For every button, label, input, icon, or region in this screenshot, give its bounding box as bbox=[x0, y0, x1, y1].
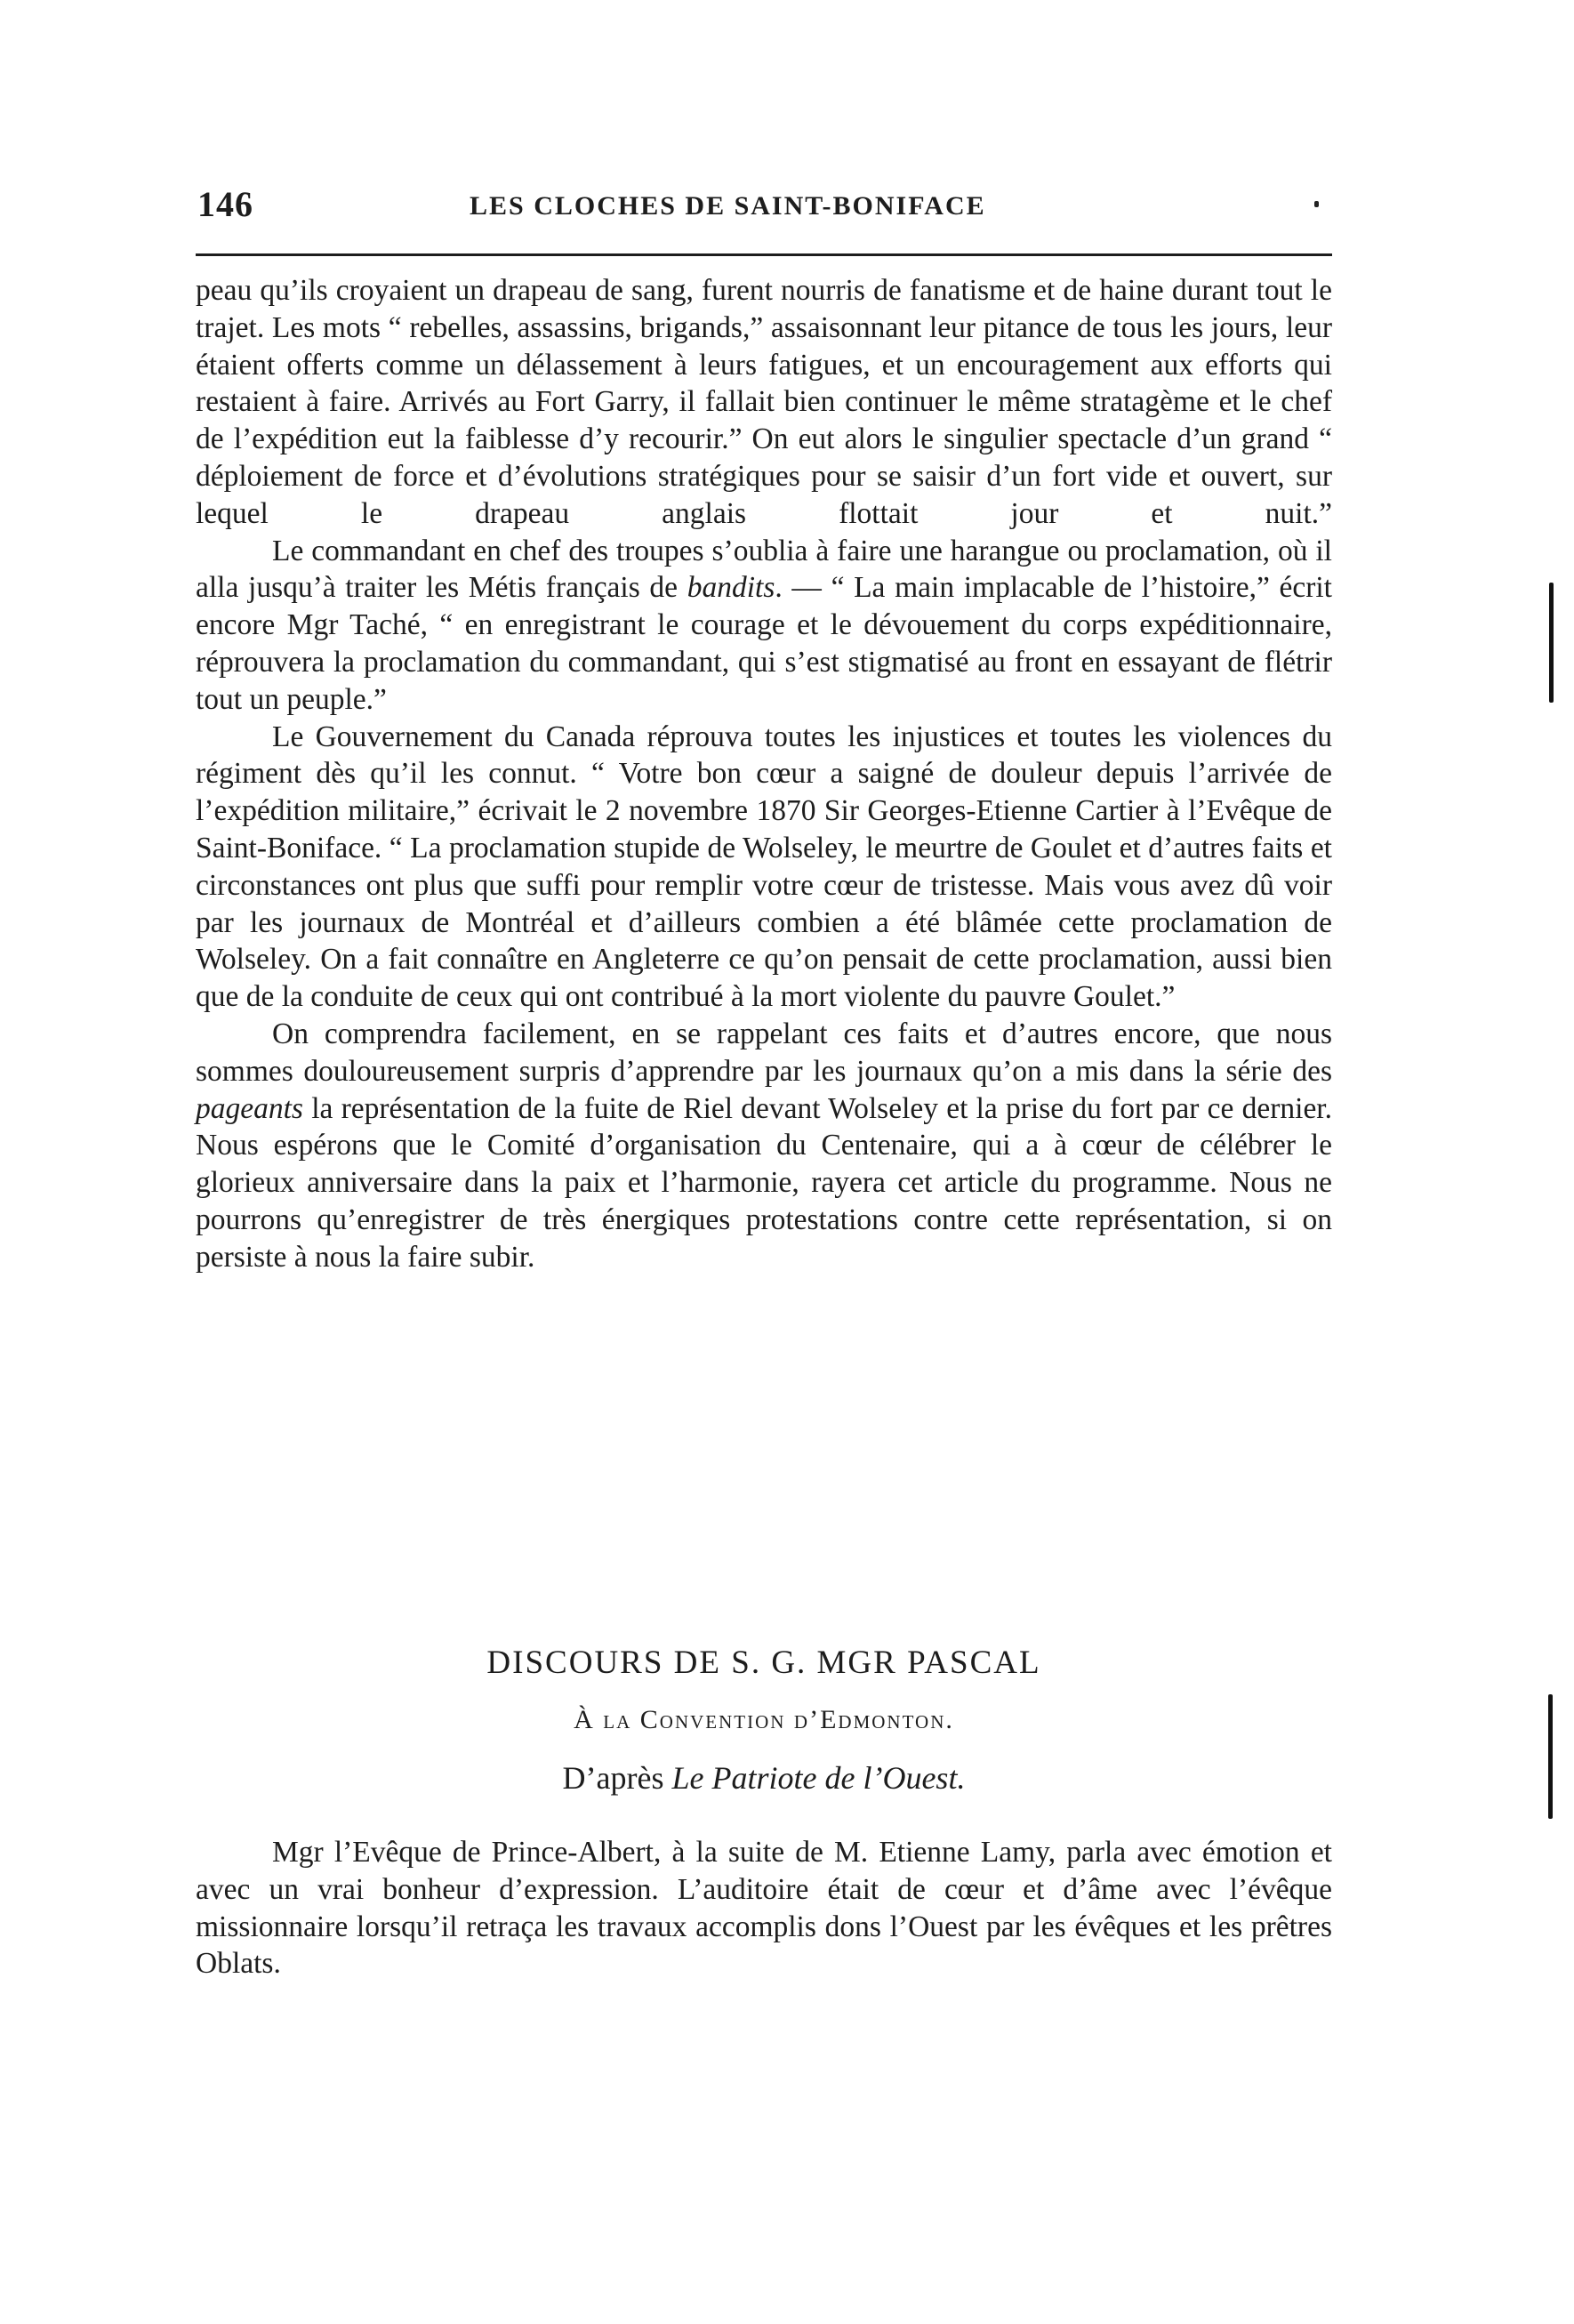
italic-pageants: pageants bbox=[196, 1091, 303, 1125]
section-heading: DISCOURS DE S. G. MGR PASCAL bbox=[486, 1644, 1041, 1681]
section-source bbox=[196, 1759, 1332, 1797]
running-title: LES CLOCHES DE SAINT-BONIFACE bbox=[470, 191, 986, 221]
paragraph-pageants bbox=[196, 1016, 1332, 1276]
page-number: 146 bbox=[197, 184, 253, 224]
margin-binding-mark-lower bbox=[1548, 1694, 1553, 1819]
source-title: Le Patriote de l’Ouest. bbox=[671, 1760, 966, 1796]
section-subheading: À la Convention d’Edmonton. bbox=[574, 1705, 954, 1734]
paragraph-pageants-end: la représentation de la fuite de Riel devant Wolseley et la prise du fort par ce dernier. Nous espérons que le Comité d’organisation du Centenaire, qui a à cœur de célébrer le glorieux anniversaire dans la paix et l’harmonie, rayera cet article du programme. Nous ne pourrons qu’enregistrer de très énergiques protestations contre cette représentation, si on persiste à nous la faire subir. bbox=[196, 1091, 1332, 1274]
header-rule bbox=[196, 253, 1332, 256]
main-text bbox=[196, 272, 1332, 1276]
section-text bbox=[196, 1834, 1332, 1982]
paragraph-pageants-start: On comprendra facilement, en se rappelant ces faits et d’autres encore, que nous sommes douloureusement surpris d’apprendre par les journaux qu’on a mis dans la série des bbox=[196, 1017, 1332, 1088]
paragraph-continuation: peau qu’ils croyaient un drapeau de sang, furent nourris de fanatisme et de haine durant tout le trajet. Les mots “ rebelles, assassins, brigands,” assaisonnant leur pitance de tous les jours, leur étaient offerts comme un délassement à leurs fatigues, et un encouragement aux efforts qui restaient à faire. Arrivés au Fort Garry, il fallait bien continuer le même stratagème et le chef de l’expédition eut la faiblesse d’y recourir.” On eut alors le singulier spectacle d’un grand “ déploiement de force et d’évolutions stratégiques pour se saisir d’un fort vide et ouvert, sur lequel le drapeau anglais flottait jour et nuit.” bbox=[196, 274, 1332, 530]
paragraph-government: Le Gouvernement du Canada réprouva toutes les injustices et toutes les violences du régiment dès qu’il les connut. “ Votre bon cœur a saigné de douleur depuis l’arrivée de l’expédition militaire,” écrivait le 2 novembre 1870 Sir Georges-Etienne Cartier à l’Evêque de Saint-Boniface. “ La proclamation stupide de Wolseley, le meurtre de Goulet et d’autres faits et circonstances ont plus que suffi pour remplir votre cœur de tristesse. Mais vous avez dû voir par les journaux de Montréal et d’ailleurs combien a été blâmée cette proclamation de Wolseley. On a fait connaître en Angleterre ce qu’on pensait de cette proclamation, aussi bien que de la conduite de ceux qui ont contribué à la mort violente du pauvre Goulet.” bbox=[196, 720, 1332, 1014]
ink-speck bbox=[1314, 201, 1319, 207]
source-prefix: D’après bbox=[562, 1760, 672, 1796]
paragraph-proclamation bbox=[196, 533, 1332, 719]
italic-bandits: bandits bbox=[687, 571, 775, 605]
paragraph-proclamation-start: Le commandant en chef des troupes s’oublia à faire une harangue ou proclamation, où il alla jusqu’à traiter les Métis français de bbox=[196, 534, 1332, 605]
paragraph-proclamation-end: . — “ La main implacable de l’histoire,” écrit encore Mgr Taché, “ en enregistrant le courage et le dévouement du corps expéditionnaire, réprouvera la proclamation du commandant, qui s’est stigmatisé au front en essayant de flétrir tout un peuple.” bbox=[196, 571, 1332, 716]
paragraph-mgr-pascal: Mgr l’Evêque de Prince-Albert, à la suite de M. Etienne Lamy, parla avec émotion et avec un vrai bonheur d’expression. L’auditoire était de cœur et d’âme avec l’évêque missionnaire lorsqu’il retraça les travaux accomplis dons l’Ouest par les évêques et les prêtres Oblats. bbox=[196, 1836, 1332, 1981]
margin-binding-mark-upper bbox=[1549, 583, 1554, 703]
page-header bbox=[196, 178, 1332, 240]
